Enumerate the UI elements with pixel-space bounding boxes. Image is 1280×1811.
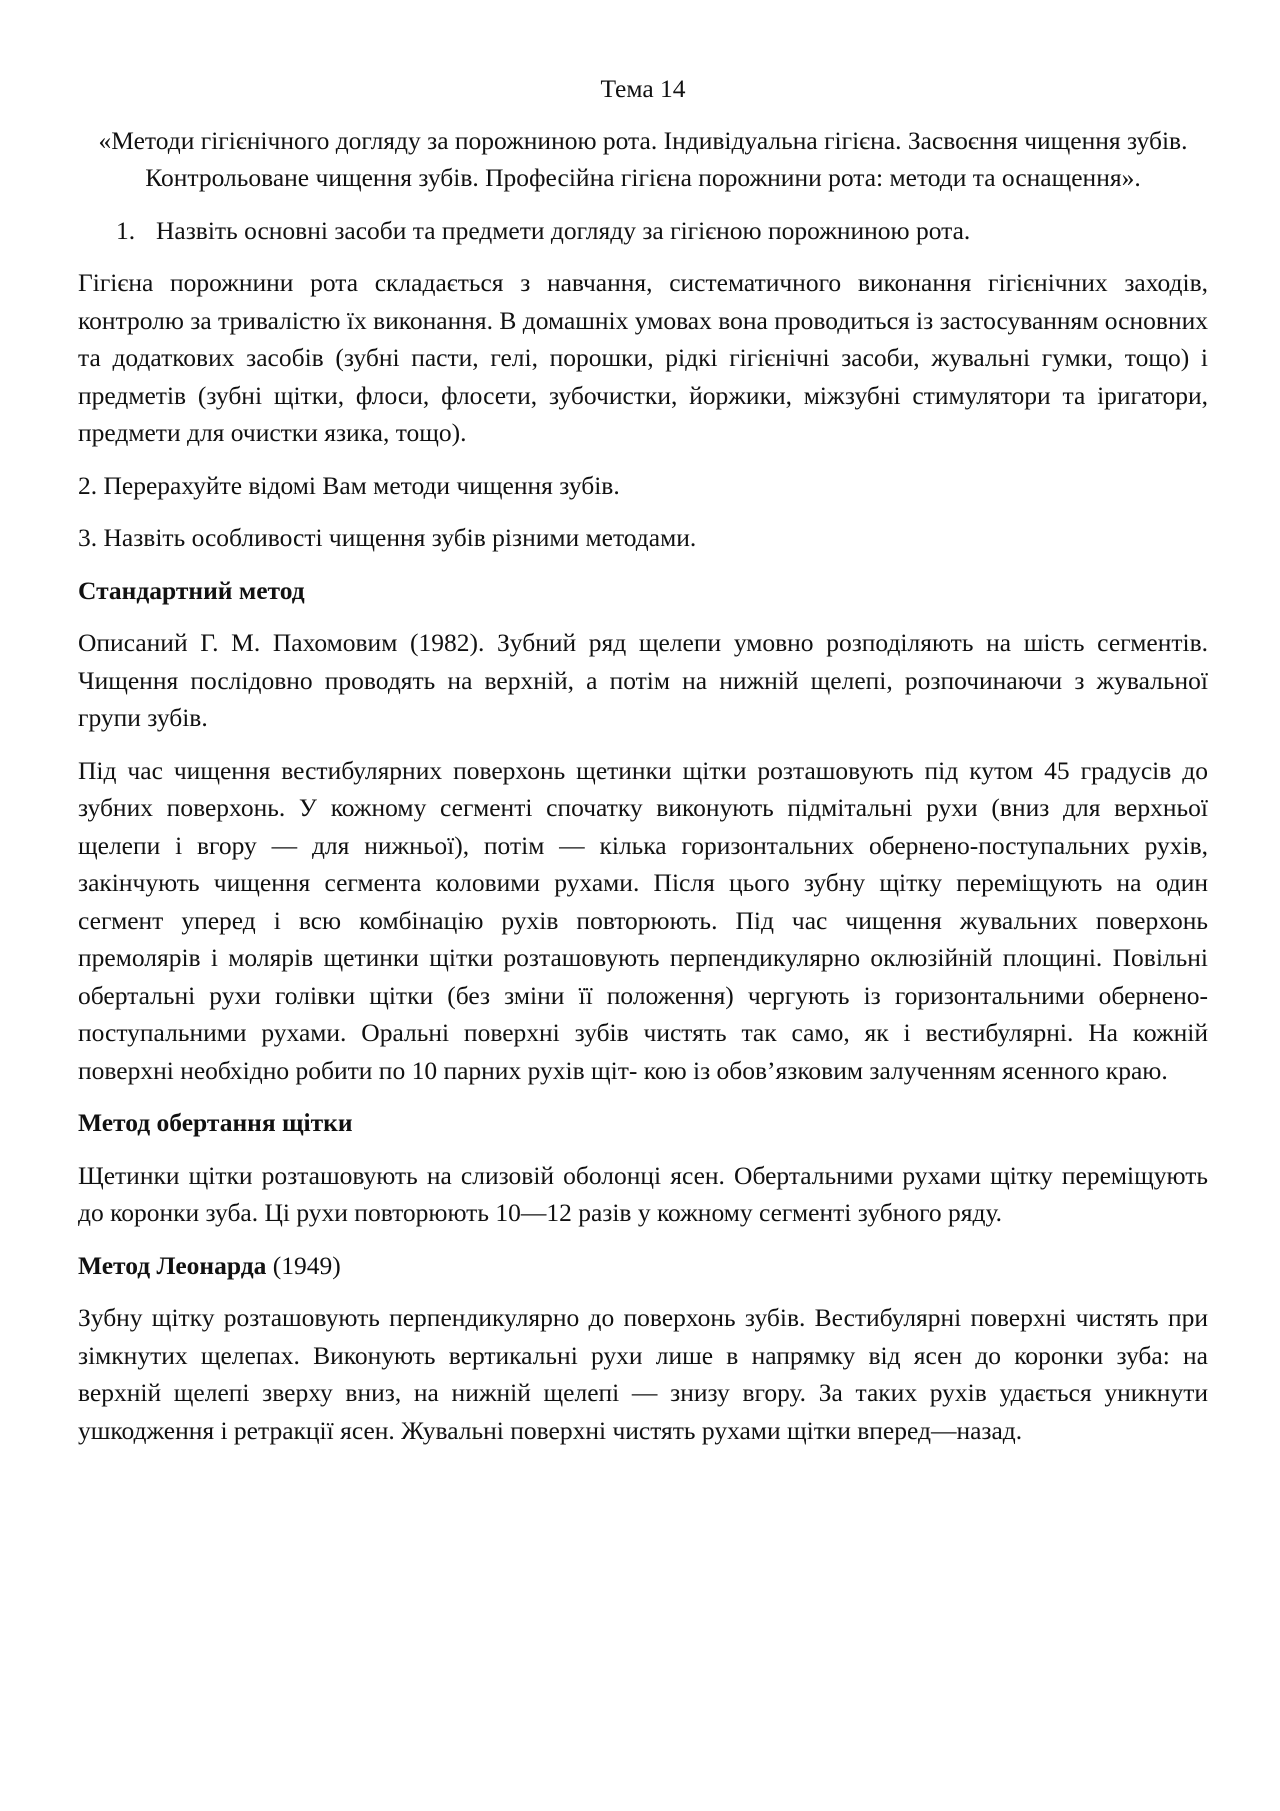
question-2: 2. Перерахуйте відомі Вам методи чищення зубів.: [78, 470, 620, 500]
question-1: [78, 212, 1208, 250]
topic-title: Тема 14: [600, 74, 686, 103]
heading-leonard-year: (1949): [266, 1250, 341, 1280]
heading-leonard-method: [78, 1247, 1208, 1285]
paragraph-hygiene: Гігієна порожнини рота складається з навчання, систематичного виконання гігієнічних заходів, контролю за тривалістю їх виконання. В домашніх умовах вона проводиться із застосуванням основних та додаткових засобів (зубні пасти, гелі, порошки, рідкі гігієнічні засоби, жувальні гумки, тощо) і предметів (зубні щітки, флоси, флосети, зубочистки, йоржики, міжзубні стимулятори та іригатори, предмети для очистки язика, тощо).: [78, 268, 1208, 447]
question-1-text: Назвіть основні засоби та предмети догляду за гігієною порожниною рота.: [156, 215, 971, 245]
paragraph-standard-2: Під час чищення вестибулярних поверхонь щетинки щітки розташовують під кутом 45 градусів до зубних поверхонь. У кожному сегменті спочатку виконують підмітальні рухи (вниз для верхньої щелепи і вгору — для нижньої), потім — кілька горизонтальних обернено-поступальних рухів, закінчують чищення сегмента коловими рухами. Після цього зубну щітку переміщують на один сегмент уперед і всю комбінацію рухів повторюють. Під час чищення жувальних поверхонь премолярів і молярів щетинки щітки розташовують перпендикулярно оклюзійній площині. Повільні обертальні рухи голівки щітки (без зміни її положення) чергують із горизонтальними обернено-поступальними рухами. Оральні поверхні зубів чистять так само, як і вестибулярні. На кожній поверхні необхідно робити по 10 парних рухів щіт- кою із обов’язковим залученням ясенного краю.: [78, 755, 1208, 1085]
paragraph-leonard: Зубну щітку розташовують перпендикулярно до поверхонь зубів. Вестибулярні поверхні чистять при зімкнутих щелепах. Виконують вертикальні рухи лише в напрямку від ясен до коронки зуба: на верхній щелепі зверху вниз, на нижній щелепі — знизу вгору. За таких рухів удається уникнути ушкодження і ретракції ясен. Жувальні поверхні чистять рухами щітки вперед—назад.: [78, 1303, 1208, 1445]
heading-standard-method: Стандартний метод: [78, 575, 305, 605]
paragraph-standard-1: Описаний Г. М. Пахомовим (1982). Зубний ряд щелепи умовно розподіляють на шість сегментів. Чищення послідовно проводять на верхній, а потім на нижній щелепі, розпочинаючи з жувальної групи зубів.: [78, 628, 1208, 732]
heading-rotation-method: Метод обертання щітки: [78, 1108, 353, 1137]
question-3: 3. Назвіть особливості чищення зубів різними методами.: [78, 523, 697, 552]
paragraph-rotation: Щетинки щітки розташовують на слизовій оболонці ясен. Обертальними рухами щітку переміщують до коронки зуба. Ці рухи повторюють 10—12 разів у кожному сегменті зубного ряду.: [78, 1160, 1208, 1227]
question-1-number: 1.: [116, 215, 136, 245]
topic-subtitle: «Методи гігієнічного догляду за порожниною рота. Індивідуальна гігієна. Засвоєння чищення зубів. Контрольоване чищення зубів. Професійна гігієна порожнини рота: методи та оснащення».: [98, 125, 1188, 192]
heading-leonard-name: Метод Леонарда: [78, 1250, 267, 1280]
